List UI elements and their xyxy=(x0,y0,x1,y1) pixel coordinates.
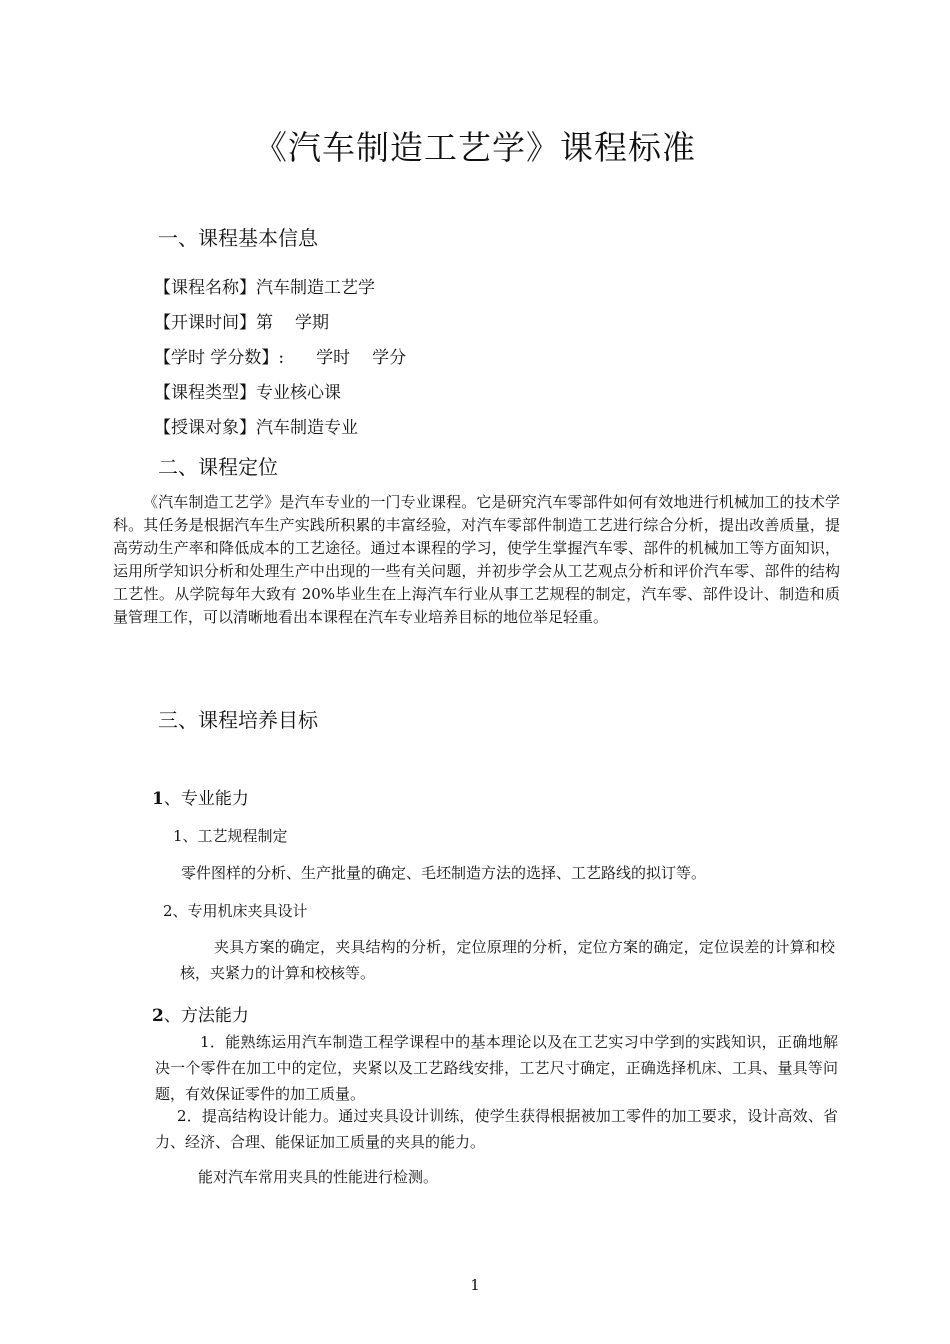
info-label: 【开课时间】 xyxy=(154,313,256,333)
method-ability-para-1: 1．能熟练运用汽车制造工程学课程中的基本理论以及在工艺实习中学到的实践知识，正确地解决一个零件在加工中的定位，夹紧以及工艺路线安排，工艺尺寸确定，正确选择机床、工具、量具等问题，有效保证零件的加工质量。 xyxy=(155,1033,838,1103)
method-ability-para-2: 2．提高结构设计能力。通过夹具设计训练，使学生获得根据被加工零件的加工要求，设计高效、省力、经济、合理、能保证加工质量的夹具的能力。 xyxy=(155,1107,838,1151)
fixture-design-text: 夹具方案的确定，夹具结构的分析，定位原理的分析，定位方案的确定，定位误差的计算和校核，夹紧力的计算和校核等。 xyxy=(180,938,835,982)
info-course-type xyxy=(154,378,341,403)
info-value: 汽车制造专业 xyxy=(256,418,358,438)
ability-label: 、方法能力 xyxy=(163,1006,249,1026)
info-audience xyxy=(154,413,358,438)
ability-method-heading xyxy=(152,1001,249,1026)
info-course-name xyxy=(154,273,375,298)
section-heading-objectives: 三、课程培养目标 xyxy=(158,708,318,732)
info-value: 学时 xyxy=(316,348,351,368)
info-value: 汽车制造工艺学 xyxy=(256,278,375,298)
info-value: 专业核心课 xyxy=(256,383,341,403)
section-heading-positioning: 二、课程定位 xyxy=(158,455,278,479)
document-title: 《汽车制造工艺学》课程标准 xyxy=(254,128,696,167)
info-value: 学期 xyxy=(295,313,329,333)
info-label: 【授课对象】 xyxy=(154,418,256,438)
process-planning-text: 零件图样的分析、生产批量的确定、毛坯制造方法的选择、工艺路线的拟订等。 xyxy=(181,864,707,882)
info-value: 第 xyxy=(256,313,273,333)
ability-label: 、专业能力 xyxy=(163,789,249,809)
info-label: 【学时 学分数】: xyxy=(154,348,285,368)
subsection-fixture-design: 2、专用机床夹具设计 xyxy=(163,902,308,920)
section-heading-basic-info: 一、课程基本信息 xyxy=(158,226,318,250)
info-semester xyxy=(154,308,329,333)
info-hours-credits xyxy=(154,343,406,368)
info-label: 【课程类型】 xyxy=(154,383,256,403)
positioning-paragraph: 《汽车制造工艺学》是汽车专业的一门专业课程。它是研究汽车零部件如何有效地进行机械加工的技术学科。其任务是根据汽车生产实践所积累的丰富经验，对汽车零部件制造工艺进行综合分析，提出改善质量，提高劳动生产率和降低成本的工艺途径。通过本课程的学习，使学生掌握汽车零、部件的机械加工等方面知识，运用所学知识分析和处理生产中出现的一些有关问题，并初步学会从工艺观点分析和评价汽车零、部件的结构工艺性。从学院每年大致有 20%毕业生在上海汽车行业从事工艺规程的制定，汽车零、部件设计、制造和质量管理工作，可以清晰地看出本课程在汽车专业培养目标的地位举足轻重。 xyxy=(113,493,840,626)
ability-number: 2 xyxy=(152,1006,164,1026)
info-label: 【课程名称】 xyxy=(154,278,256,298)
ability-number: 1 xyxy=(152,789,164,809)
ability-professional-heading xyxy=(152,784,249,809)
info-value: 学分 xyxy=(372,348,407,368)
method-ability-para-3: 能对汽车常用夹具的性能进行检测。 xyxy=(198,1168,439,1186)
page-number: 1 xyxy=(470,1276,480,1294)
subsection-process-planning: 1、工艺规程制定 xyxy=(173,827,288,845)
